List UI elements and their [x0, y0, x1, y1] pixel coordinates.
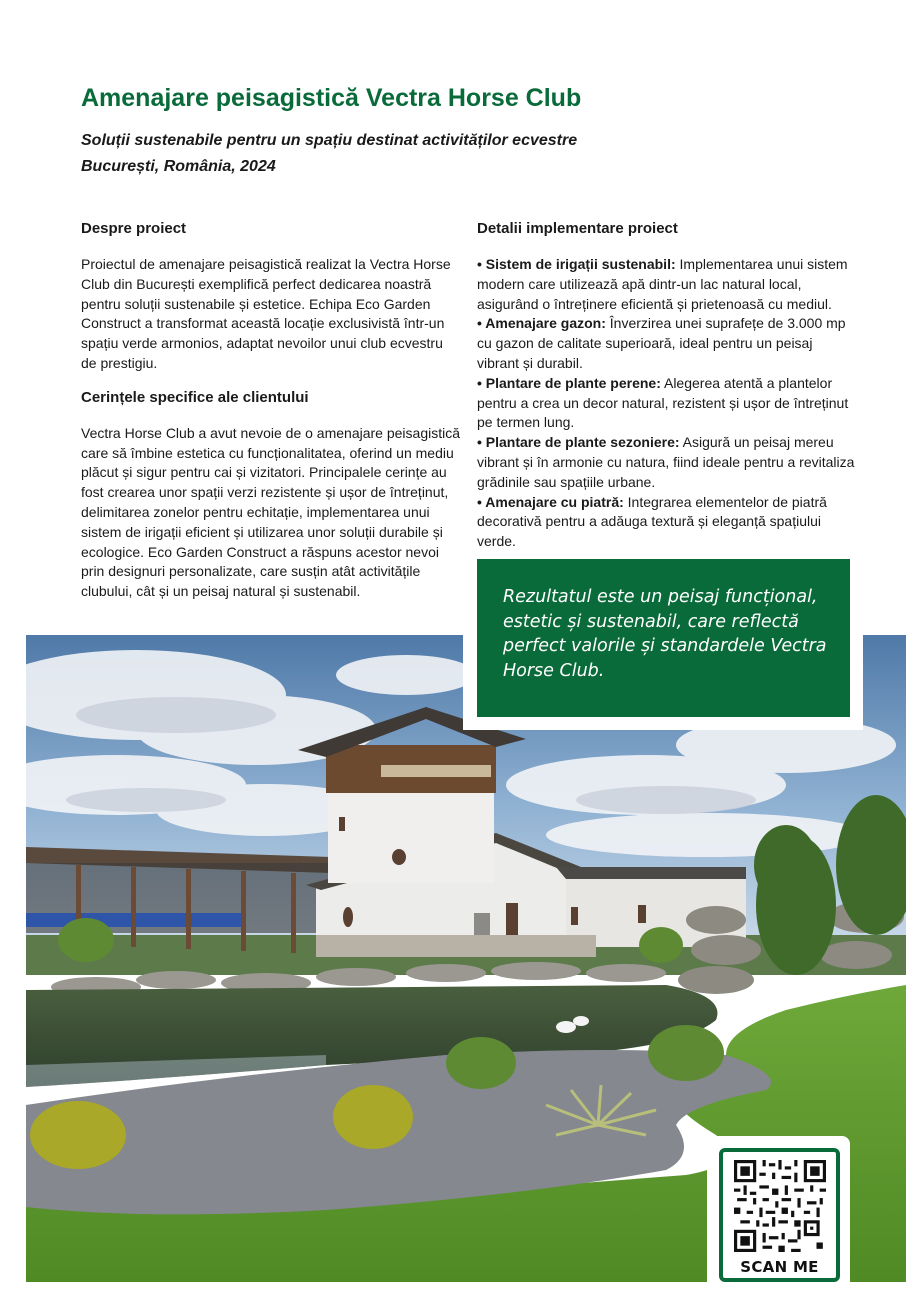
subtitle-tagline: Soluții sustenabile pentru un spațiu destinat activităților ecvestre	[81, 132, 578, 149]
details-list	[477, 255, 857, 552]
list-item: • Sistem de irigații sustenabil: Implementarea unui sistem modern care utilizează apă dintr-un lac natural local, asigurând o întreținere eficientă și prietenoasă cu mediul.	[477, 256, 848, 312]
about-paragraph: Proiectul de amenajare peisagistică realizat la Vectra Horse Club din București exemplifică perfect dedicarea noastră pentru soluții sustenabile și estetice. Echipa Eco Garden Construct a transformat această locație exclusivistă într-un spațiu verde armonios, adaptat nevoilor unui club ecvestru de prestigiu.	[81, 256, 451, 371]
details-heading: Detalii implementare proiect	[477, 220, 678, 237]
subtitle-location: București, România, 2024	[81, 158, 276, 175]
page-title: Amenajare peisagistică Vectra Horse Club	[81, 84, 582, 112]
list-item: • Amenajare gazon: Înverzirea unei suprafețe de 3.000 mp cu gazon de calitate superioară, ideal pentru un peisaj vibrant și durabil.	[477, 315, 846, 371]
qr-card[interactable]	[707, 1136, 850, 1282]
qr-frame	[719, 1148, 840, 1282]
left-column	[81, 218, 461, 615]
result-quote: Rezultatul este un peisaj funcțional, estetic și sustenabil, care reflectă perfect valorile și standardele Vectra Horse Club.	[503, 587, 827, 681]
list-item: • Plantare de plante sezoniere: Asigură un peisaj mereu vibrant și în armonie cu natura, fiind ideale pentru a revitaliza grădinile sau spațiile urbane.	[477, 434, 855, 490]
requirements-heading: Cerințele specifice ale clientului	[81, 388, 309, 406]
list-item: • Plantare de plante perene: Alegerea atentă a plantelor pentru a crea un decor natural, rezistent și ușor de întreținut pe termen lung.	[477, 374, 849, 431]
about-heading: Despre proiect	[81, 220, 187, 237]
right-column	[477, 218, 857, 552]
qr-code-icon	[734, 1160, 826, 1252]
subtitle	[81, 128, 681, 180]
requirements-paragraph: Vectra Horse Club a avut nevoie de o amenajare peisagistică care să îmbine estetica cu funcționalitatea, oferind un mediu plăcut și sigur pentru cai și vizitatori. Principalele cerințe au fost crearea unor spații verzi rezistente și ușor de întreținut, delimitarea zonelor pentru echitație, implementarea unui sistem de irigații eficient și utilizarea unor soluții durabile și ecologice. Eco Garden Construct a răspuns acestor nevoi prin designuri personalizate, care susțin atât activitățile clubului, cât și un peisaj natural și sustenabil.	[81, 424, 460, 600]
scan-me-label: SCAN ME	[740, 1258, 819, 1276]
result-quote-box	[477, 559, 850, 717]
list-item: • Amenajare cu piatră: Integrarea elementelor de piatră decorativă pentru a adăuga textură și eleganță spațiului verde.	[477, 493, 827, 550]
